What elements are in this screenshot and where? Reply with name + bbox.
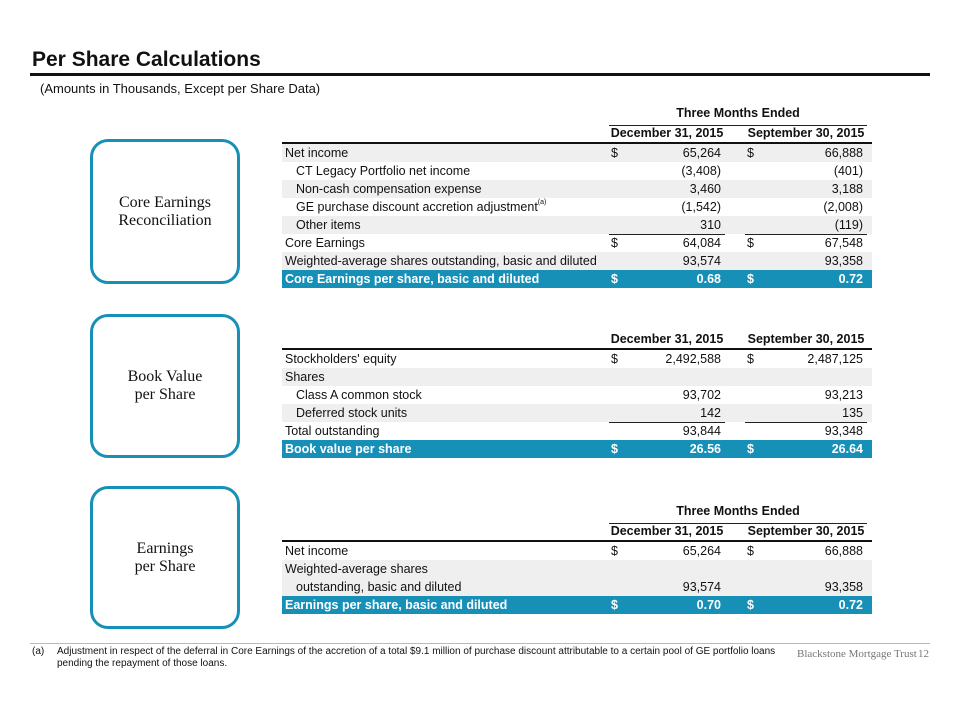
book-box-line-1: Book Value [127,368,203,385]
book-col-sep: September 30, 2015 [747,332,865,346]
table-row: Stockholders' equity $ 2,492,588 $ 2,487,125 [285,352,863,366]
eps-group-title: Three Months Ended [676,504,800,518]
table-row-highlight: Earnings per share, basic and diluted $ 0.70 $ 0.72 [282,596,872,614]
table-row: Net income $ 65,264 $ 66,888 [282,144,872,162]
page-title: Per Share Calculations [32,48,261,71]
table-row: GE purchase discount accretion adjustment$^{(a)}$ (1,542) (2,008) [296,199,863,214]
core-group-title: Three Months Ended [676,106,800,120]
eps-col-sep: September 30, 2015 [747,524,865,538]
table-row: Shares [282,368,872,386]
core-col-sep: September 30, 2015 [747,126,865,140]
table-row: outstanding, basic and diluted 93,574 93,358 [282,578,872,596]
table-row: Non-cash compensation expense 3,460 3,188 [282,180,872,198]
eps-box [90,486,240,629]
core-box-line-1: Core Earnings [119,193,211,211]
footnote-text: Adjustment in respect of the deferral in Core Earnings of the accretion of a total $9.1 million of purchase discount attributable to a certain pool of GE portfolio loans pending the repayment of those loans. [57,646,776,669]
footnote-rule [30,643,930,644]
core-earnings-table [282,144,872,288]
table-row: Core Earnings $ 64,084 $ 67,548 [285,236,863,250]
core-earnings-box [90,139,240,284]
title-rule [30,73,930,76]
book-value-table [282,350,872,458]
eps-table [282,542,872,614]
table-row: Weighted-average shares [282,560,872,578]
eps-box-line-1: Earnings [136,539,194,557]
brand-name: Blackstone Mortgage Trust [797,648,917,660]
table-row-highlight: Core Earnings per share, basic and diluted $ 0.68 $ 0.72 [282,270,872,288]
book-box-line-2: per Share [134,386,196,403]
eps-col-dec: December 31, 2015 [610,524,724,538]
footnote-ref: (a) [537,199,547,206]
table-row: Weighted-average shares outstanding, basic and diluted 93,574 93,358 [282,252,872,270]
table-row: Total outstanding 93,844 93,348 [285,424,863,438]
core-col-dec: December 31, 2015 [610,126,724,140]
page-number: 12 [918,648,929,660]
table-row: CT Legacy Portfolio net income (3,408) (401) [296,164,863,178]
eps-box-line-2: per Share [134,557,196,575]
table-row: Other items 310 (119) [282,216,872,234]
book-value-box [90,314,240,458]
table-row: Net income $ 65,264 $ 66,888 [285,544,863,558]
core-box-line-2: Reconciliation [118,211,212,229]
table-row: Deferred stock units 142 135 [282,404,872,422]
table-row: Class A common stock 93,702 93,213 [296,388,863,402]
footnote-mark: (a) [32,646,45,657]
page-subtitle: (Amounts in Thousands, Except per Share Data) [40,81,321,96]
table-row-highlight: Book value per share $ 26.56 $ 26.64 [282,440,872,458]
book-col-dec: December 31, 2015 [610,332,724,346]
